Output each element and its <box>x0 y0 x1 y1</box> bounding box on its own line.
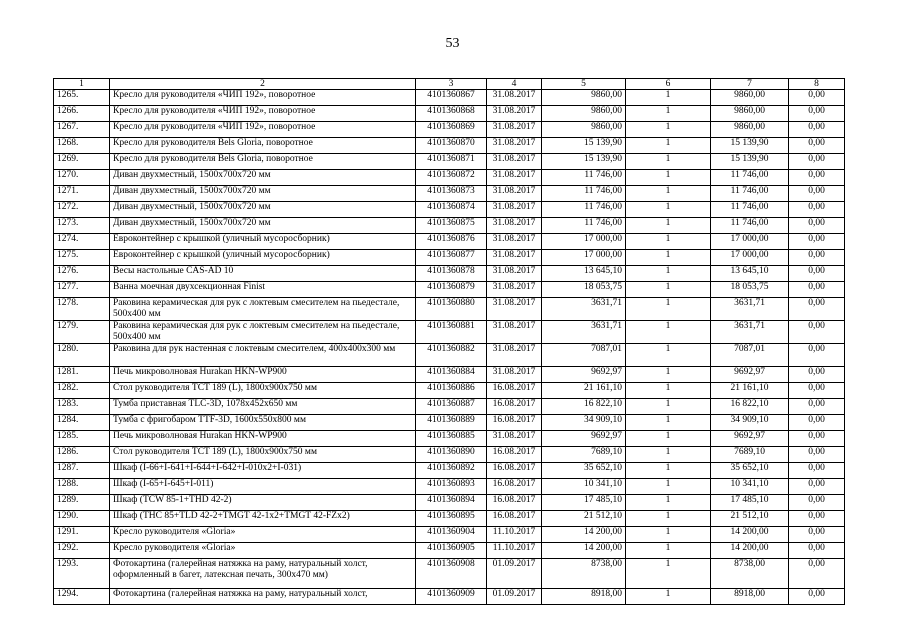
unit-price: 3631,71 <box>542 321 626 344</box>
unit-price: 15 139,90 <box>542 138 626 154</box>
item-name: Кресло руководителя «Gloria» <box>110 527 416 543</box>
item-name: Ванна моечная двухсекционная Finist <box>110 282 416 298</box>
column-header: 2 <box>110 79 416 90</box>
row-number: 1275. <box>54 250 110 266</box>
residual-value: 0,00 <box>789 447 845 463</box>
table-row <box>54 383 845 399</box>
total-value: 11 746,00 <box>711 186 789 202</box>
quantity: 1 <box>626 321 711 344</box>
inventory-number: 4101360873 <box>416 186 487 202</box>
table-row <box>54 90 845 106</box>
row-number: 1279. <box>54 321 110 344</box>
unit-price: 18 053,75 <box>542 282 626 298</box>
inventory-number: 4101360886 <box>416 383 487 399</box>
acquisition-date: 31.08.2017 <box>487 344 542 367</box>
total-value: 8918,00 <box>711 589 789 605</box>
row-number: 1272. <box>54 202 110 218</box>
inventory-number: 4101360877 <box>416 250 487 266</box>
quantity: 1 <box>626 106 711 122</box>
residual-value: 0,00 <box>789 383 845 399</box>
quantity: 1 <box>626 543 711 559</box>
inventory-number: 4101360872 <box>416 170 487 186</box>
row-number: 1294. <box>54 589 110 605</box>
column-header: 3 <box>416 79 487 90</box>
inventory-number: 4101360890 <box>416 447 487 463</box>
table-row <box>54 415 845 431</box>
table-row <box>54 431 845 447</box>
residual-value: 0,00 <box>789 218 845 234</box>
quantity: 1 <box>626 447 711 463</box>
unit-price: 35 652,10 <box>542 463 626 479</box>
row-number: 1273. <box>54 218 110 234</box>
acquisition-date: 31.08.2017 <box>487 170 542 186</box>
item-name: Диван двухместный, 1500x700x720 мм <box>110 170 416 186</box>
column-number-row <box>54 79 845 90</box>
unit-price: 17 485,10 <box>542 495 626 511</box>
unit-price: 11 746,00 <box>542 170 626 186</box>
unit-price: 17 000,00 <box>542 234 626 250</box>
quantity: 1 <box>626 122 711 138</box>
residual-value: 0,00 <box>789 298 845 321</box>
table-row <box>54 543 845 559</box>
unit-price: 11 746,00 <box>542 218 626 234</box>
quantity: 1 <box>626 266 711 282</box>
table-row <box>54 589 845 605</box>
acquisition-date: 16.08.2017 <box>487 511 542 527</box>
quantity: 1 <box>626 298 711 321</box>
unit-price: 9860,00 <box>542 90 626 106</box>
quantity: 1 <box>626 527 711 543</box>
total-value: 17 000,00 <box>711 234 789 250</box>
item-name: Евроконтейнер с крышкой (уличный мусоросборник) <box>110 234 416 250</box>
table-row <box>54 298 845 321</box>
quantity: 1 <box>626 250 711 266</box>
inventory-number: 4101360879 <box>416 282 487 298</box>
item-name: Кресло для руководителя «ЧИП 192», поворотное <box>110 90 416 106</box>
item-name: Диван двухместный, 1500x700x720 мм <box>110 218 416 234</box>
unit-price: 21 161,10 <box>542 383 626 399</box>
residual-value: 0,00 <box>789 266 845 282</box>
row-number: 1287. <box>54 463 110 479</box>
inventory-number: 4101360875 <box>416 218 487 234</box>
total-value: 9860,00 <box>711 106 789 122</box>
residual-value: 0,00 <box>789 202 845 218</box>
quantity: 1 <box>626 415 711 431</box>
inventory-number: 4101360882 <box>416 344 487 367</box>
unit-price: 11 746,00 <box>542 202 626 218</box>
quantity: 1 <box>626 431 711 447</box>
total-value: 15 139,90 <box>711 138 789 154</box>
residual-value: 0,00 <box>789 234 845 250</box>
row-number: 1265. <box>54 90 110 106</box>
row-number: 1274. <box>54 234 110 250</box>
item-name: Раковина керамическая для рук с локтевым смесителем на пьедестале, 500x400 мм <box>110 298 416 321</box>
unit-price: 13 645,10 <box>542 266 626 282</box>
acquisition-date: 16.08.2017 <box>487 495 542 511</box>
unit-price: 3631,71 <box>542 298 626 321</box>
table-row <box>54 250 845 266</box>
table-row <box>54 154 845 170</box>
inventory-number: 4101360909 <box>416 589 487 605</box>
residual-value: 0,00 <box>789 463 845 479</box>
quantity: 1 <box>626 90 711 106</box>
total-value: 7689,10 <box>711 447 789 463</box>
acquisition-date: 31.08.2017 <box>487 282 542 298</box>
acquisition-date: 11.10.2017 <box>487 543 542 559</box>
table-row <box>54 234 845 250</box>
residual-value: 0,00 <box>789 527 845 543</box>
table-body <box>54 90 845 605</box>
acquisition-date: 16.08.2017 <box>487 447 542 463</box>
row-number: 1282. <box>54 383 110 399</box>
inventory-number: 4101360889 <box>416 415 487 431</box>
row-number: 1277. <box>54 282 110 298</box>
column-header: 4 <box>487 79 542 90</box>
table-row <box>54 266 845 282</box>
table-row <box>54 282 845 298</box>
acquisition-date: 31.08.2017 <box>487 431 542 447</box>
acquisition-date: 31.08.2017 <box>487 122 542 138</box>
unit-price: 14 200,00 <box>542 543 626 559</box>
residual-value: 0,00 <box>789 344 845 367</box>
item-name: Кресло для руководителя Bels Gloria, поворотное <box>110 154 416 170</box>
column-header: 1 <box>54 79 110 90</box>
acquisition-date: 31.08.2017 <box>487 298 542 321</box>
row-number: 1283. <box>54 399 110 415</box>
quantity: 1 <box>626 479 711 495</box>
quantity: 1 <box>626 399 711 415</box>
residual-value: 0,00 <box>789 415 845 431</box>
quantity: 1 <box>626 282 711 298</box>
row-number: 1269. <box>54 154 110 170</box>
table-row <box>54 170 845 186</box>
unit-price: 21 512,10 <box>542 511 626 527</box>
asset-register-table <box>53 78 845 605</box>
residual-value: 0,00 <box>789 589 845 605</box>
unit-price: 7689,10 <box>542 447 626 463</box>
total-value: 21 161,10 <box>711 383 789 399</box>
row-number: 1280. <box>54 344 110 367</box>
row-number: 1290. <box>54 511 110 527</box>
acquisition-date: 16.08.2017 <box>487 463 542 479</box>
total-value: 35 652,10 <box>711 463 789 479</box>
total-value: 17 485,10 <box>711 495 789 511</box>
item-name: Кресло для руководителя Bels Gloria, поворотное <box>110 138 416 154</box>
acquisition-date: 11.10.2017 <box>487 527 542 543</box>
inventory-number: 4101360904 <box>416 527 487 543</box>
quantity: 1 <box>626 138 711 154</box>
total-value: 13 645,10 <box>711 266 789 282</box>
table-row <box>54 447 845 463</box>
inventory-number: 4101360880 <box>416 298 487 321</box>
total-value: 14 200,00 <box>711 527 789 543</box>
unit-price: 14 200,00 <box>542 527 626 543</box>
inventory-number: 4101360869 <box>416 122 487 138</box>
total-value: 14 200,00 <box>711 543 789 559</box>
total-value: 11 746,00 <box>711 202 789 218</box>
total-value: 10 341,10 <box>711 479 789 495</box>
table-row <box>54 495 845 511</box>
acquisition-date: 31.08.2017 <box>487 186 542 202</box>
item-name: Стол руководителя TCT 189 (L), 1800x900x750 мм <box>110 383 416 399</box>
row-number: 1284. <box>54 415 110 431</box>
column-header: 6 <box>626 79 711 90</box>
quantity: 1 <box>626 218 711 234</box>
acquisition-date: 31.08.2017 <box>487 154 542 170</box>
inventory-number: 4101360885 <box>416 431 487 447</box>
quantity: 1 <box>626 383 711 399</box>
residual-value: 0,00 <box>789 495 845 511</box>
unit-price: 9692,97 <box>542 367 626 383</box>
residual-value: 0,00 <box>789 559 845 589</box>
table-row <box>54 202 845 218</box>
total-value: 3631,71 <box>711 321 789 344</box>
unit-price: 7087,01 <box>542 344 626 367</box>
acquisition-date: 16.08.2017 <box>487 415 542 431</box>
row-number: 1270. <box>54 170 110 186</box>
quantity: 1 <box>626 511 711 527</box>
quantity: 1 <box>626 170 711 186</box>
column-header: 7 <box>711 79 789 90</box>
item-name: Тумба приставная TLC-3D, 1078x452x650 мм <box>110 399 416 415</box>
table-row <box>54 559 845 589</box>
row-number: 1293. <box>54 559 110 589</box>
unit-price: 17 000,00 <box>542 250 626 266</box>
unit-price: 9692,97 <box>542 431 626 447</box>
item-name: Кресло руководителя «Gloria» <box>110 543 416 559</box>
item-name: Шкаф (I-65+I-645+I-011) <box>110 479 416 495</box>
item-name: Фотокартина (галерейная натяжка на раму, натуральный холст, оформленный в багет, латексная печать, 300x470 мм) <box>110 559 416 589</box>
row-number: 1267. <box>54 122 110 138</box>
inventory-number: 4101360892 <box>416 463 487 479</box>
table-row <box>54 344 845 367</box>
item-name: Шкаф (TCW 85-1+THD 42-2) <box>110 495 416 511</box>
item-name: Диван двухместный, 1500x700x720 мм <box>110 202 416 218</box>
inventory-number: 4101360871 <box>416 154 487 170</box>
acquisition-date: 31.08.2017 <box>487 250 542 266</box>
row-number: 1289. <box>54 495 110 511</box>
row-number: 1278. <box>54 298 110 321</box>
column-header: 8 <box>789 79 845 90</box>
quantity: 1 <box>626 367 711 383</box>
residual-value: 0,00 <box>789 431 845 447</box>
quantity: 1 <box>626 344 711 367</box>
quantity: 1 <box>626 154 711 170</box>
row-number: 1285. <box>54 431 110 447</box>
total-value: 9860,00 <box>711 90 789 106</box>
unit-price: 10 341,10 <box>542 479 626 495</box>
inventory-number: 4101360878 <box>416 266 487 282</box>
inventory-number: 4101360874 <box>416 202 487 218</box>
quantity: 1 <box>626 463 711 479</box>
residual-value: 0,00 <box>789 282 845 298</box>
total-value: 21 512,10 <box>711 511 789 527</box>
residual-value: 0,00 <box>789 154 845 170</box>
row-number: 1288. <box>54 479 110 495</box>
acquisition-date: 16.08.2017 <box>487 479 542 495</box>
acquisition-date: 31.08.2017 <box>487 367 542 383</box>
residual-value: 0,00 <box>789 138 845 154</box>
table-row <box>54 186 845 202</box>
unit-price: 8738,00 <box>542 559 626 589</box>
quantity: 1 <box>626 589 711 605</box>
unit-price: 8918,00 <box>542 589 626 605</box>
acquisition-date: 31.08.2017 <box>487 202 542 218</box>
residual-value: 0,00 <box>789 170 845 186</box>
acquisition-date: 31.08.2017 <box>487 266 542 282</box>
item-name: Евроконтейнер с крышкой (уличный мусоросборник) <box>110 250 416 266</box>
item-name: Шкаф (I-66+I-641+I-644+I-642+I-010x2+I-031) <box>110 463 416 479</box>
unit-price: 9860,00 <box>542 122 626 138</box>
item-name: Раковина керамическая для рук с локтевым смесителем на пьедестале, 500x400 мм <box>110 321 416 344</box>
acquisition-date: 31.08.2017 <box>487 321 542 344</box>
unit-price: 9860,00 <box>542 106 626 122</box>
item-name: Тумба с фригобаром TTF-3D, 1600x550x800 мм <box>110 415 416 431</box>
acquisition-date: 31.08.2017 <box>487 234 542 250</box>
inventory-number: 4101360868 <box>416 106 487 122</box>
total-value: 9860,00 <box>711 122 789 138</box>
total-value: 17 000,00 <box>711 250 789 266</box>
inventory-number: 4101360893 <box>416 479 487 495</box>
residual-value: 0,00 <box>789 367 845 383</box>
acquisition-date: 31.08.2017 <box>487 90 542 106</box>
row-number: 1266. <box>54 106 110 122</box>
residual-value: 0,00 <box>789 106 845 122</box>
inventory-number: 4101360887 <box>416 399 487 415</box>
table-row <box>54 138 845 154</box>
residual-value: 0,00 <box>789 321 845 344</box>
residual-value: 0,00 <box>789 250 845 266</box>
item-name: Кресло для руководителя «ЧИП 192», поворотное <box>110 122 416 138</box>
table-row <box>54 321 845 344</box>
inventory-number: 4101360867 <box>416 90 487 106</box>
column-header: 5 <box>542 79 626 90</box>
table-row <box>54 367 845 383</box>
inventory-number: 4101360895 <box>416 511 487 527</box>
row-number: 1292. <box>54 543 110 559</box>
table-row <box>54 399 845 415</box>
row-number: 1286. <box>54 447 110 463</box>
inventory-number: 4101360905 <box>416 543 487 559</box>
unit-price: 16 822,10 <box>542 399 626 415</box>
page-number: 53 <box>445 36 460 51</box>
unit-price: 34 909,10 <box>542 415 626 431</box>
item-name: Диван двухместный, 1500x700x720 мм <box>110 186 416 202</box>
unit-price: 15 139,90 <box>542 154 626 170</box>
unit-price: 11 746,00 <box>542 186 626 202</box>
residual-value: 0,00 <box>789 543 845 559</box>
inventory-number: 4101360870 <box>416 138 487 154</box>
inventory-number: 4101360884 <box>416 367 487 383</box>
row-number: 1276. <box>54 266 110 282</box>
row-number: 1271. <box>54 186 110 202</box>
table-row <box>54 479 845 495</box>
table-row <box>54 122 845 138</box>
inventory-number: 4101360876 <box>416 234 487 250</box>
total-value: 18 053,75 <box>711 282 789 298</box>
total-value: 3631,71 <box>711 298 789 321</box>
item-name: Кресло для руководителя «ЧИП 192», поворотное <box>110 106 416 122</box>
total-value: 11 746,00 <box>711 218 789 234</box>
residual-value: 0,00 <box>789 511 845 527</box>
table-row <box>54 463 845 479</box>
table-row <box>54 511 845 527</box>
item-name: Печь микроволновая Hurakan HKN-WP900 <box>110 367 416 383</box>
inventory-number: 4101360894 <box>416 495 487 511</box>
item-name: Раковина для рук настенная с локтевым смесителем, 400x400x300 мм <box>110 344 416 367</box>
table-row <box>54 218 845 234</box>
residual-value: 0,00 <box>789 122 845 138</box>
total-value: 8738,00 <box>711 559 789 589</box>
quantity: 1 <box>626 495 711 511</box>
residual-value: 0,00 <box>789 399 845 415</box>
acquisition-date: 01.09.2017 <box>487 589 542 605</box>
quantity: 1 <box>626 202 711 218</box>
total-value: 9692,97 <box>711 367 789 383</box>
table-row <box>54 106 845 122</box>
acquisition-date: 16.08.2017 <box>487 399 542 415</box>
quantity: 1 <box>626 559 711 589</box>
row-number: 1291. <box>54 527 110 543</box>
total-value: 7087,01 <box>711 344 789 367</box>
inventory-number: 4101360881 <box>416 321 487 344</box>
row-number: 1281. <box>54 367 110 383</box>
residual-value: 0,00 <box>789 90 845 106</box>
row-number: 1268. <box>54 138 110 154</box>
acquisition-date: 31.08.2017 <box>487 218 542 234</box>
item-name: Шкаф (THC 85+TLD 42-2+TMGT 42-1x2+TMGT 42-FZx2) <box>110 511 416 527</box>
acquisition-date: 01.09.2017 <box>487 559 542 589</box>
total-value: 15 139,90 <box>711 154 789 170</box>
quantity: 1 <box>626 234 711 250</box>
quantity: 1 <box>626 186 711 202</box>
residual-value: 0,00 <box>789 186 845 202</box>
total-value: 9692,97 <box>711 431 789 447</box>
total-value: 34 909,10 <box>711 415 789 431</box>
item-name: Стол руководителя TCT 189 (L), 1800x900x750 мм <box>110 447 416 463</box>
acquisition-date: 31.08.2017 <box>487 138 542 154</box>
total-value: 11 746,00 <box>711 170 789 186</box>
item-name: Печь микроволновая Hurakan HKN-WP900 <box>110 431 416 447</box>
inventory-number: 4101360908 <box>416 559 487 589</box>
residual-value: 0,00 <box>789 479 845 495</box>
item-name: Весы настольные CAS-AD 10 <box>110 266 416 282</box>
acquisition-date: 16.08.2017 <box>487 383 542 399</box>
acquisition-date: 31.08.2017 <box>487 106 542 122</box>
item-name: Фотокартина (галерейная натяжка на раму, натуральный холст, <box>110 589 416 605</box>
table-row <box>54 527 845 543</box>
total-value: 16 822,10 <box>711 399 789 415</box>
